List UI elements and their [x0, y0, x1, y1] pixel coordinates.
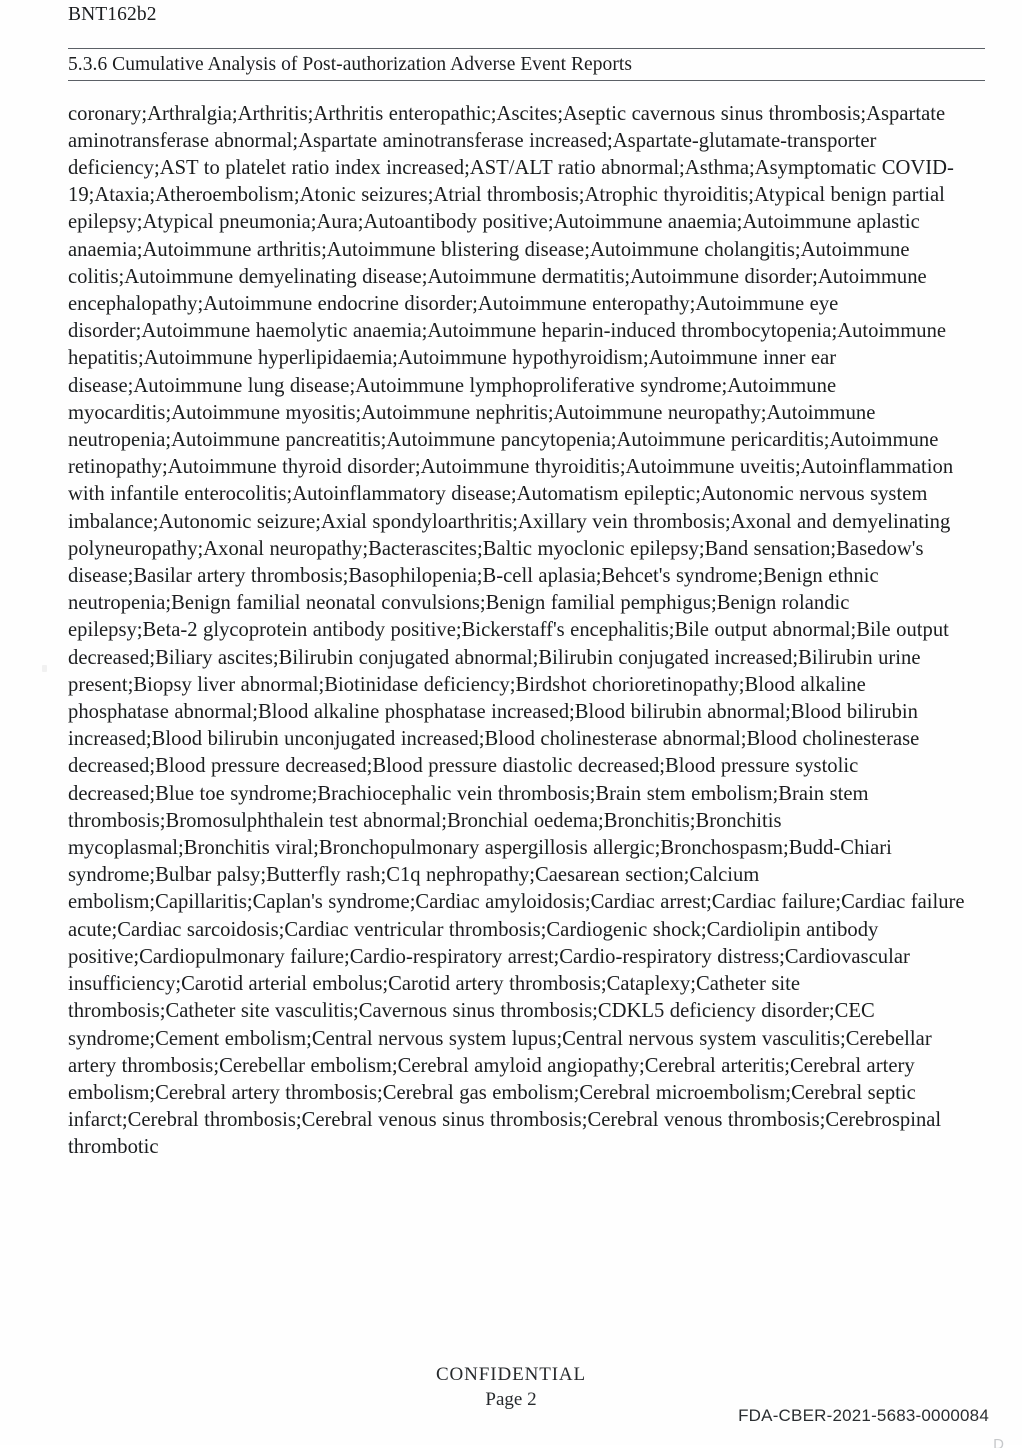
product-code: BNT162b2 — [68, 4, 157, 25]
section-title: 5.3.6 Cumulative Analysis of Post-authorization Adverse Event Reports — [68, 54, 632, 75]
document-body — [68, 80, 971, 1182]
scan-artifact-speck — [42, 665, 47, 672]
bates-number: FDA-CBER-2021-5683-0000084 — [738, 1406, 989, 1425]
adverse-event-term-list: coronary;Arthralgia;Arthritis;Arthritis enteropathic;Ascites;Aseptic cavernous sinus thrombosis;Aspartate aminotransferase abnormal;Aspartate aminotransferase increased;Aspartate-glutamate-transporter deficiency;AST to platelet ratio index increased;AST/ALT ratio abnormal;Asthma;Asymptomatic COVID-19;Ataxia;Atheroembolism;Atonic seizures;Atrial thrombosis;Atrophic thyroiditis;Atypical benign partial epilepsy;Atypical pneumonia;Aura;Autoantibody positive;Autoimmune anaemia;Autoimmune aplastic anaemia;Autoimmune arthritis;Autoimmune blistering disease;Autoimmune cholangitis;Autoimmune colitis;Autoimmune demyelinating disease;Autoimmune dermatitis;Autoimmune disorder;Autoimmune encephalopathy;Autoimmune endocrine disorder;Autoimmune enteropathy;Autoimmune eye disorder;Autoimmune haemolytic anaemia;Autoimmune heparin-induced thrombocytopenia;Autoimmune hepatitis;Autoimmune hyperlipidaemia;Autoimmune hypothyroidism;Autoimmune inner ear disease;Autoimmune lung disease;Autoimmune lymphoproliferative syndrome;Autoimmune myocarditis;Autoimmune myositis;Autoimmune nephritis;Autoimmune neuropathy;Autoimmune neutropenia;Autoimmune pancreatitis;Autoimmune pancytopenia;Autoimmune pericarditis;Autoimmune retinopathy;Autoimmune thyroid disorder;Autoimmune thyroiditis;Autoimmune uveitis;Autoinflammation with infantile enterocolitis;Autoinflammatory disease;Automatism epileptic;Autonomic nervous system imbalance;Autonomic seizure;Axial spondyloarthritis;Axillary vein thrombosis;Axonal and demyelinating polyneuropathy;Axonal neuropathy;Bacterascites;Baltic myoclonic epilepsy;Band sensation;Basedow's disease;Basilar artery thrombosis;Basophilopenia;B-cell aplasia;Behcet's syndrome;Benign ethnic neutropenia;Benign familial neonatal convulsions;Benign familial pemphigus;Benign rolandic epilepsy;Beta-2 glycoprotein antibody positive;Bickerstaff's encephalitis;Bile output abnormal;Bile output decreased;Biliary ascites;Bilirubin conjugated abnormal;Bilirubin conjugated increased;Bilirubin urine present;Biopsy liver abnormal;Biotinidase deficiency;Birdshot chorioretinopathy;Blood alkaline phosphatase abnormal;Blood alkaline phosphatase increased;Blood bilirubin abnormal;Blood bilirubin increased;Blood bilirubin unconjugated increased;Blood cholinesterase abnormal;Blood cholinesterase decreased;Blood pressure decreased;Blood pressure diastolic decreased;Blood pressure systolic decreased;Blue toe syndrome;Brachiocephalic vein thrombosis;Brain stem embolism;Brain stem thrombosis;Bromosulphthalein test abnormal;Bronchial oedema;Bronchitis;Bronchitis mycoplasmal;Bronchitis viral;Bronchopulmonary aspergillosis allergic;Bronchospasm;Budd-Chiari syndrome;Bulbar palsy;Butterfly rash;C1q nephropathy;Caesarean section;Calcium embolism;Capillaritis;Caplan's syndrome;Cardiac amyloidosis;Cardiac arrest;Cardiac failure;Cardiac failure acute;Cardiac sarcoidosis;Cardiac ventricular thrombosis;Cardiogenic shock;Cardiolipin antibody positive;Cardiopulmonary failure;Cardio-respiratory arrest;Cardio-respiratory distress;Cardiovascular insufficiency;Carotid arterial embolus;Carotid artery thrombosis;Cataplexy;Catheter site thrombosis;Catheter site vasculitis;Cavernous sinus thrombosis;CDKL5 deficiency disorder;CEC syndrome;Cement embolism;Central nervous system lupus;Central nervous system vasculitis;Cerebellar artery thrombosis;Cerebellar embolism;Cerebral amyloid angiopathy;Cerebral arteritis;Cerebral artery embolism;Cerebral artery thrombosis;Cerebral gas embolism;Cerebral microembolism;Cerebral septic infarct;Cerebral thrombosis;Cerebral venous sinus thrombosis;Cerebral venous thrombosis;Cerebrospinal thrombotic — [68, 102, 971, 1159]
running-header — [68, 4, 985, 81]
page-edge-artifact: D — [993, 1437, 1004, 1448]
page-footer — [0, 1362, 1022, 1412]
confidentiality-label: CONFIDENTIAL — [435, 1364, 587, 1385]
page-number: Page 2 — [485, 1389, 537, 1410]
